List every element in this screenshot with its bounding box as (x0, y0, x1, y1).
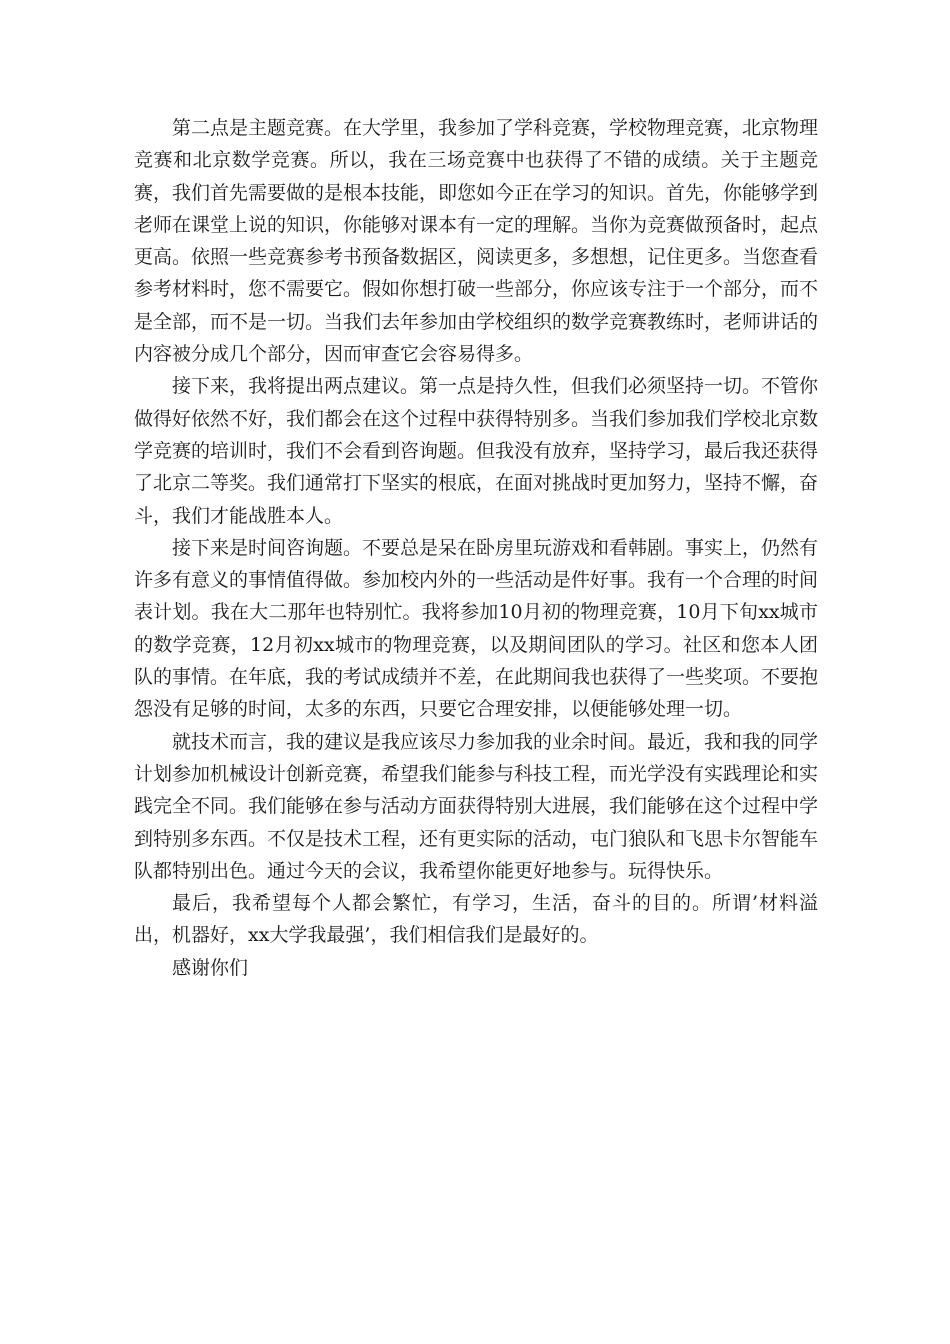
paragraph-competition: 第二点是主题竞赛。在大学里，我参加了学科竞赛，学校物理竞赛，北京物理竞赛和北京数学竞赛。所以，我在三场竞赛中也获得了不错的成绩。关于主题竞赛，我们首先需要做的是根本技能，即您如今正在学习的知识。首先，你能够学到老师在课堂上说的知识，你能够对课本有一定的理解。当你为竞赛做预备时，起点更高。依照一些竞赛参考书预备数据区，阅读更多，多想想，记住更多。当您查看参考材料时，您不需要它。假如你想打破一些部分，你应该专注于一个部分，而不是全部，而不是一切。当我们去年参加由学校组织的数学竞赛教练时，老师讲话的内容被分成几个部分，因而审查它会容易得多。 (134, 117, 819, 366)
paragraph-conclusion: 最后，我希望每个人都会繁忙，有学习，生活，奋斗的目的。所谓’材料溢出，机器好，xx大学我最强’，我们相信我们是最好的。 (134, 892, 818, 947)
paragraph-technology: 就技术而言，我的建议是我应该尽力参加我的业余时间。最近，我和我的同学计划参加机械设计创新竞赛，希望我们能参与科技工程，而光学没有实践理论和实践完全不同。我们能够在参与活动方面获得特别大进展，我们能够在这个过程中学到特别多东西。不仅是技术工程，还有更实际的活动，屯门狼队和飞思卡尔智能车队都特别出色。通过今天的会议，我希望你能更好地参与。玩得快乐。 (134, 730, 819, 882)
paragraph-thanks: 感谢你们 (172, 956, 249, 979)
document-body (134, 112, 818, 984)
paragraph-persistence: 接下来，我将提出两点建议。第一点是持久性，但我们必须坚持一切。不管你做得好依然不好，我们都会在这个过程中获得特别多。当我们参加我们学校北京数学竞赛的培训时，我们不会看到咨询题。但我没有放弃，坚持学习，最后我还获得了北京二等奖。我们通常打下坚实的根底，在面对挑战时更加努力，坚持不懈，奋斗，我们才能战胜本人。 (134, 375, 819, 527)
paragraph-time: 接下来是时间咨询题。不要总是呆在卧房里玩游戏和看韩剧。事实上，仍然有许多有意义的事情值得做。参加校内外的一些活动是件好事。我有一个合理的时间表计划。我在大二那年也特别忙。我将参加10月初的物理竞赛，10月下旬xx城市的数学竞赛，12月初xx城市的物理竞赛，以及期间团队的学习。社区和您本人团队的事情。在年底，我的考试成绩并不差，在此期间我也获得了一些奖项。不要抱怨没有足够的时间，太多的东西，只要它合理安排，以便能够处理一切。 (134, 536, 819, 721)
